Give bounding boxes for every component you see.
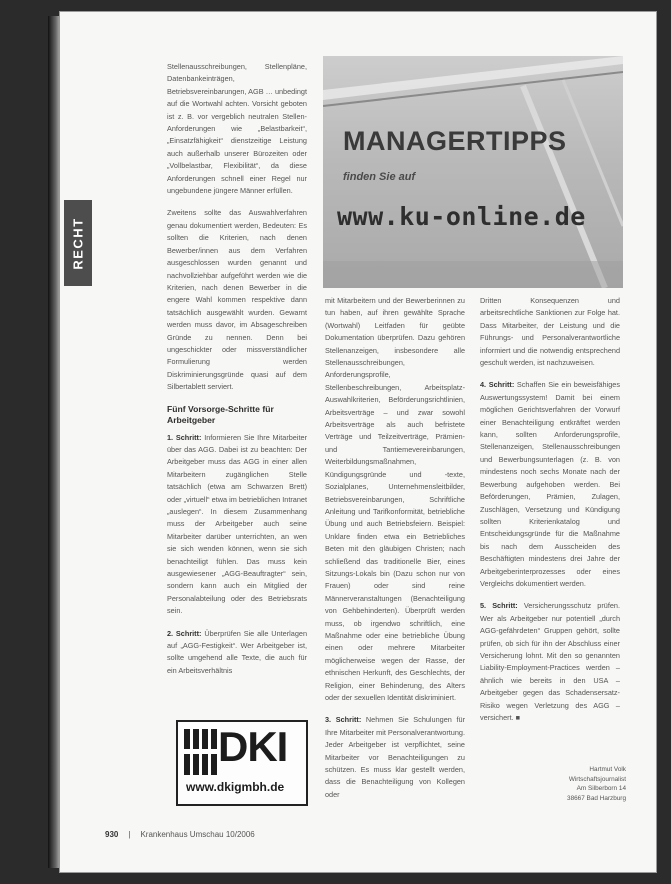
section-heading: Fünf Vorsorge-Schritte für Arbeitgeber — [167, 403, 274, 425]
dki-advertisement — [176, 720, 308, 806]
footer-separator: | — [128, 830, 131, 839]
dki-logo-icon — [184, 727, 218, 777]
text-column-3 — [480, 295, 620, 734]
page-number: 930 — [105, 830, 119, 839]
rubric-label: RECHT — [70, 216, 86, 270]
dki-url: www.dkigmbh.de — [186, 780, 285, 794]
dki-wordmark: DKI — [218, 723, 288, 770]
step-label: 5. Schritt: — [480, 601, 518, 611]
step-text: Überprüfen Sie alle Unterlagen auf „AGG-Festigkeit“. Wer Arbeitgeber ist, sollte umgehend alle Texte, die auch für ein Arbeitsverhältnis — [167, 628, 307, 675]
step-text: Informieren Sie Ihre Mitarbeiter über das AGG. Dabei ist zu beachten: Der Arbeitgeber muss das AGG in einer allen Mitarbeitern zugänglichen Stelle tatsächlich (etwa am Schwarzen Brett) oder „virtuell“ etwa im betrieblichen Intranet „auslegen“. In diesem Zusammenhang muss der Arbeitgeber auch seine Mitarbeiter darüber unterrichten, an wen sie sich wenden können, wenn sie sich benachteiligt fühlen. Das muss kein ausgewiesener „AGG-Beauftragter“ sein, sondern kann auch ein Mitglied der Personalabteilung oder des Betriebsrats sein. — [167, 432, 308, 616]
page-footer — [105, 830, 255, 839]
step-text: Schaffen Sie ein beweisfähiges Auswertungssystem! Damit bei einem möglichen Gerichtsverfahren der Vorwurf einer Benachteiligung entkräftet werden kann, sollten Anforderungsprofile, Stellenanzeigen, Stellenausschreibungen und Bewerbungsunterlagen (z. B. von mindestens noch sechs Monate nach der Bewerbung aufgehoben werden. Bei Beförderungen, Prämien, Zulagen, Zuschlägen, Versetzung und Kündigung sollten Kriterienkatalog und Entscheidungsgründe für die Maßnahme bis nach dem Ausscheiden des Beschäftigten mindestens drei Jahre der Arbeitgeberinterprozesses oder eines Vergleichs dokumentiert werden. — [480, 380, 621, 588]
step-2-paragraph — [167, 628, 307, 678]
paragraph: Stellenausschreibungen, Stellenpläne, Datenbankeinträgen, Betriebsvereinbarungen, AGB … unbedingt auf die Wortwahl achten. Vorsicht geboten ist z. B. vor vergeblich neutralen Stellen-Anforderungen wie „Belastbarkeit“, „Einsatzfähigkeit“ dienstzeitige Leistung auch außerhalb unserer Bürozeiten oder „Vollbelastbar, Flexibilität“, da diese Anforderungen schnell einer Regel nur ungebundene jüngere Männer erfüllen. — [167, 62, 307, 196]
journal-issue: Krankenhaus Umschau 10/2006 — [140, 830, 255, 839]
author-signature — [540, 765, 626, 803]
step-5-paragraph — [480, 600, 620, 724]
step-label: 1. Schritt: — [167, 432, 202, 442]
author-street: Am Silberborn 14 — [576, 785, 626, 793]
step-4-paragraph — [480, 379, 620, 590]
section-rubric — [64, 200, 92, 286]
ad-url: www.ku-online.de — [337, 202, 586, 231]
step-text: Versicherungsschutz prüfen. Wer als Arbeitgeber nur potentiell „durch AGG-gefährdeten“ Gruppen gehört, sollte prüfen, ob sich für ihn der Abschluss einer Versicherung lohnt. Mit den so genannten Liability-Employment-Practices werden – ähnlich wie bereits in den USA – Arbeitgeber gegen das Schadensersatz-Risiko wegen Verletzung des AGG – versichert. ■ — [480, 601, 620, 722]
step-label: 3. Schritt: — [325, 715, 362, 725]
text-column-2 — [325, 295, 465, 811]
step-label: 4. Schritt: — [480, 380, 515, 390]
paragraph: Dritten Konsequenzen und arbeitsrechtliche Sanktionen zur Folge hat. Dass Mitarbeiter, der Leistung und die Führungs- und Personalverantwortliche informiert und die notwendig entsprechend geschult werden, ist nachzuweisen. — [480, 296, 620, 368]
ad-title: MANAGERTIPPS — [343, 126, 567, 156]
ad-subtitle: finden Sie auf — [343, 171, 416, 183]
author-name: Hartmut Volk — [589, 766, 626, 773]
managertipps-advertisement — [323, 56, 623, 288]
text-column-1 — [167, 61, 307, 687]
step-3-paragraph — [325, 714, 465, 801]
paragraph: Zweitens sollte das Auswahlverfahren genau dokumentiert werden, Bedeuten: Es sollten die Kriterien, nach denen Bewerber/innen aus dem Verfahren ausgeschlossen wurden genannt und nachvollziehbar aufgeführt werden wie die Kriterien, nach denen Bewerber in die engere Wahl kommen respektive dann tatsächlich ausgewählt wurden. Gewarnt werden muss davor, im Absageschreiben Gründe zu nennen. Denn bei ungeschickter oder missverständlicher Formulierung werden Diskriminierungsgründe quasi auf dem Silbertablett serviert. — [167, 208, 307, 392]
step-1-paragraph — [167, 432, 307, 618]
author-city: 38667 Bad Harzburg — [567, 794, 626, 802]
author-role: Wirtschaftsjournalist — [568, 775, 626, 783]
paragraph: mit Mitarbeitern und der Bewerberinnen zu tun haben, auf ihren gewählte Sprache (Wortwahl) Leitfaden für geübte Dokumentation überprüfen. Dazu gehören Stellenanzeigen, insbesondere alle Stellenausschreibungen, Anforderungsprofile, Stellenbeschreibungen, Arbeitsplatz-Auswahlkriterien, Beförderungsrichtlinien, Arbeitsverträge – und zwar sowohl Arbeitsverträge als auch befristete Verträge und Teilzeitverträge, Prämien- und Tantiemevereinbarungen, Weiterbildungsmaßnahmen, Kündigungsgründe und -texte, Sozialplanes, Unternehmensleitbilder, Betriebsvereinbarungen, Schriftliche Anleitung und Tarifkonformität, betriebliche Übung und auch Betriebsfeiern. Beispiel: Unklare finden etwa ein Betriebliches Beten mit den gläubigen Christen; nach schließend das traditionelle Bier, eines Sitzungs-Lokals bin (Dazu schon nur von Frauen) oder sind reine Männerveranstaltungen (Benachteiligung von Gehbehinderten). Überprüft werden muss, ob irgendwo schriftlich, eine Maßnahme oder eine betriebliche Übung einen oder mehrere Mitarbeiter möglicherweise wegen der Rasse, der ethnischen Herkunft, des Geschlechts, der Religion, einer Behinderung, des Alters oder der sexuellen Identität diskriminiert. — [325, 296, 465, 702]
step-label: 2. Schritt: — [167, 628, 202, 638]
step-text: Nehmen Sie Schulungen für Ihre Mitarbeiter mit Personalverantwortung. Jeder Arbeitgeber ist verpflichtet, seine Mitarbeiter vor Benachteiligungen zu schützen. Es muss klar gestellt werden, dass die Benachteiligung von Kollegen oder — [325, 715, 465, 799]
